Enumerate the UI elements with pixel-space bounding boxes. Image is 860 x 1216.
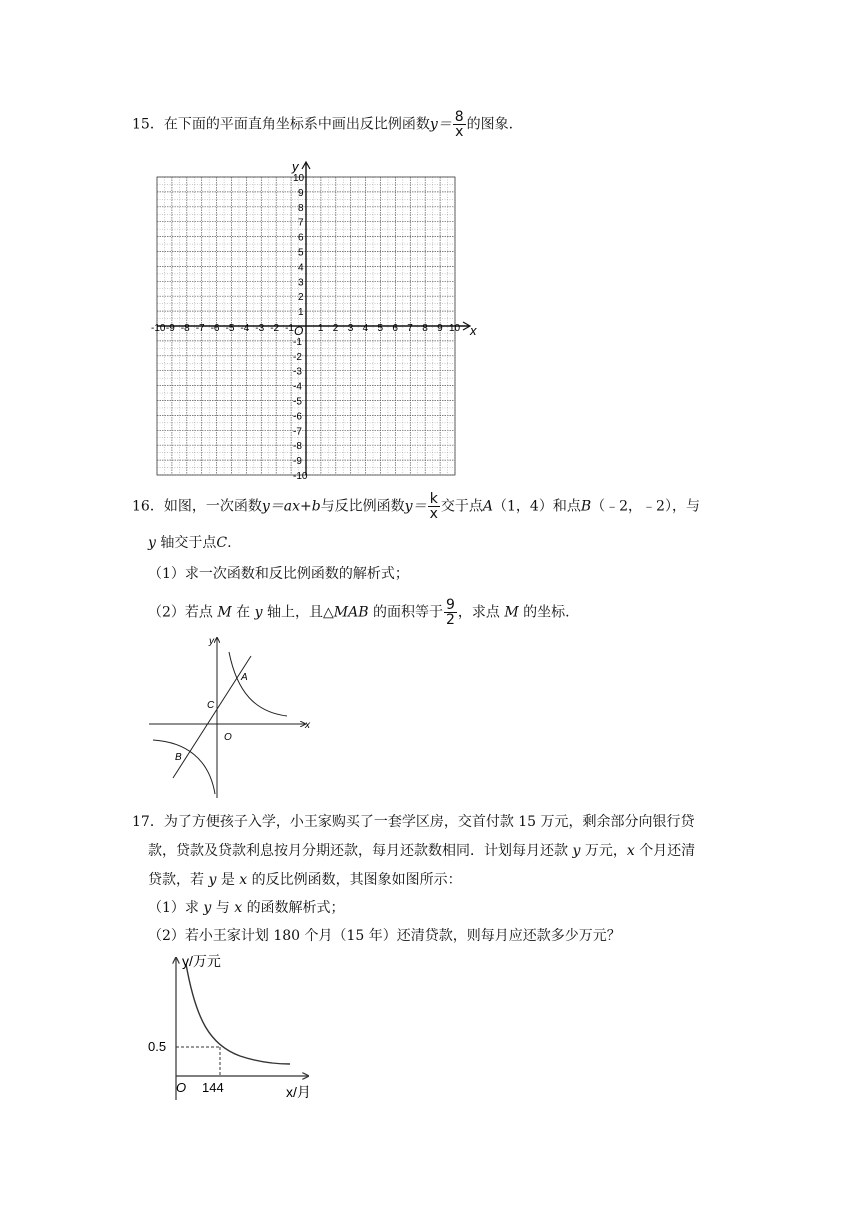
q17-sub1-c: 的函数解析式； <box>246 900 345 916</box>
q16-number: 16． <box>132 498 164 515</box>
grid-y-tick: 6 <box>298 232 304 244</box>
q16-sub2-e: ，求点 <box>457 604 500 621</box>
q16-sub2-frac-den: 2 <box>445 612 455 628</box>
q17-line2-a: 款，贷款及贷款利息按月分期还款，每月还款数相同．计划每月还款 <box>148 843 568 859</box>
q16-frac-den: x <box>429 506 438 522</box>
grid-x-tick: 7 <box>407 323 413 334</box>
q16-sub2-frac-num: 9 <box>445 597 455 613</box>
grid-y-tick: -3 <box>293 366 302 378</box>
grid-origin-label: O <box>294 324 304 338</box>
fig16-label-y: y <box>209 636 214 647</box>
grid-x-tick: 1 <box>317 323 324 334</box>
q17-line3-c: 的反比例函数，其图象如图所示： <box>251 872 462 888</box>
grid-y-tick: 10 <box>293 173 305 184</box>
q17-line2-b: 万元， <box>584 843 627 859</box>
coordinate-grid <box>140 145 485 482</box>
grid-y-tick: 3 <box>298 277 304 289</box>
fig16-label-c: C <box>207 700 215 711</box>
q16-fraction <box>428 492 440 521</box>
grid-x-tick: -7 <box>195 323 205 334</box>
q16-line1 <box>132 492 700 521</box>
grid-x-tick: -6 <box>210 323 220 334</box>
q17-sub2: （2）若小王家计划 180 个月（15 年）还清贷款，则每月应还款多少万元？ <box>148 928 621 944</box>
q17-sub1-x: x <box>234 900 243 916</box>
q17-sub1 <box>148 898 345 918</box>
q17-sub1-b: 与 <box>215 900 230 916</box>
grid-y-tick: 8 <box>298 202 304 214</box>
q15-text <box>132 110 513 139</box>
fig16-hyperbola-q1 <box>229 652 287 716</box>
fig16-label-o: O <box>224 732 232 743</box>
grid-y-tick: 4 <box>298 262 304 274</box>
q15-fraction <box>453 110 466 139</box>
q17-line2-c: 个月还清 <box>639 843 696 859</box>
grid-y-tick: -2 <box>293 351 302 363</box>
grid-y-tick: -1 <box>293 336 302 348</box>
grid-x-tick: -5 <box>225 323 235 334</box>
q16-text-b: 与反比例函数 <box>320 498 405 515</box>
grid-y-tick: 9 <box>298 187 304 199</box>
grid-x-tick: 5 <box>377 323 384 334</box>
grid-y-tick: -6 <box>293 411 302 423</box>
q16-sub2-d: 的面积等于 <box>372 604 443 621</box>
q16-text-c: 交于点 <box>440 498 483 515</box>
grid-labels <box>151 159 477 482</box>
fig16-label-a: A <box>241 672 248 683</box>
q16-line2 <box>148 533 232 553</box>
q17-line3 <box>148 870 462 890</box>
q16-frac-num: k <box>428 492 440 507</box>
fig17-y-value: 0.5 <box>148 1039 167 1054</box>
q15-frac-num: 8 <box>454 109 464 125</box>
q16-line2-text: 轴交于点 <box>160 535 217 551</box>
q16-text-a: 如图，一次函数 <box>163 498 262 515</box>
grid-x-tick: 3 <box>347 323 354 334</box>
q16-fy: y＝ <box>404 498 427 515</box>
grid-x-tick: -4 <box>240 323 250 334</box>
grid-x-tick: -2 <box>270 323 280 334</box>
q16-line2-end: . <box>227 535 232 551</box>
fig17-curve <box>186 964 290 1064</box>
q17-line2-x: x <box>626 843 635 859</box>
grid-x-tick: 6 <box>392 323 398 334</box>
grid-x-tick: -1 <box>285 323 295 334</box>
q16-sub2-a: （2）若点 <box>148 604 213 621</box>
grid-y-label: y <box>292 159 299 174</box>
figure-17 <box>140 950 340 1110</box>
q16-sub2-m2: M <box>504 604 519 621</box>
q17-line3-x: x <box>239 872 248 888</box>
grid-y-tick: -4 <box>293 381 302 393</box>
grid-y-tick: 5 <box>298 247 304 259</box>
q15-suffix: 的图象. <box>466 116 514 133</box>
grid-y-tick: -5 <box>293 396 302 408</box>
q16-point-a: A <box>482 498 494 515</box>
grid-x-tick: 10 <box>449 323 461 334</box>
grid-x-tick: -9 <box>165 323 175 334</box>
q16-sub2-b: 在 <box>236 604 251 621</box>
q17-line3-y: y <box>208 872 217 888</box>
grid-y-tick: -7 <box>293 426 302 438</box>
q17-line1 <box>132 812 695 832</box>
grid-x-tick: 9 <box>437 323 443 334</box>
figure-16 <box>145 632 315 802</box>
q17-sub1-y: y <box>203 900 212 916</box>
q16-sub2-mab: MAB <box>333 604 369 621</box>
grid-y-tick: 2 <box>298 292 304 304</box>
fig16-line <box>173 656 251 778</box>
q15-number: 15． <box>132 116 164 133</box>
q17-sub1-a: （1）求 <box>148 900 199 916</box>
grid-y-tick: 1 <box>298 307 304 319</box>
q16-point-c: C <box>216 535 228 551</box>
q16-sub2-f: 的坐标. <box>523 604 570 621</box>
fig17-x-axis-label: x/月 <box>286 1084 311 1100</box>
q16-sub2-m: M <box>217 604 232 621</box>
grid-x-tick: 4 <box>362 323 369 334</box>
q16-point-b: B <box>580 498 592 515</box>
q15-prefix: 在下面的平面直角坐标系中画出反比例函数 <box>163 116 430 133</box>
q17-line3-b: 是 <box>220 872 235 888</box>
grid-x-tick: 8 <box>422 323 428 334</box>
q17-number: 17． <box>132 814 164 830</box>
q17-line3-a: 贷款，若 <box>148 872 204 888</box>
grid-x-label: x <box>470 323 477 338</box>
grid-y-tick: 7 <box>298 217 304 229</box>
grid-x-tick: -3 <box>255 323 265 334</box>
q15-frac-den: x <box>455 124 464 140</box>
q16-sub2-c: 轴上，且△ <box>267 604 334 621</box>
grid-x-tick: -10 <box>151 323 166 334</box>
grid-x-tick: -8 <box>180 323 190 334</box>
q17-line1-text: 为了方便孩子入学，小王家购买了一套学区房，交首付款 15 万元，剩余部分向银行贷 <box>163 814 695 830</box>
q17-line2-y: y <box>572 843 581 859</box>
fig17-origin-label: O <box>176 1080 187 1095</box>
fig17-x-value: 144 <box>202 1080 224 1095</box>
fig16-label-b: B <box>175 752 182 763</box>
q16-text-d: 和点 <box>552 498 581 515</box>
grid-y-tick: -8 <box>293 441 302 453</box>
q16-sub2-fraction <box>444 598 457 627</box>
q17-line2 <box>148 841 695 861</box>
q16-sub1: （1）求一次函数和反比例函数的解析式； <box>148 566 409 582</box>
grid-axes <box>157 162 470 475</box>
q16-y-var: y <box>148 535 156 551</box>
q16-sub2 <box>148 598 570 627</box>
q16-sub2-y: y <box>254 604 263 621</box>
fig17-y-axis-label: y/万元 <box>182 953 221 969</box>
fig16-label-x: x <box>305 720 310 731</box>
q16-linear-fn: y＝ax+b <box>261 498 321 515</box>
q15-fx: y＝ <box>429 116 452 133</box>
fig16-hyperbola-q3 <box>153 740 215 794</box>
q16-point-a-coords: （1，4） <box>493 498 553 515</box>
q16-point-b-coords: （﹣2，﹣2），与 <box>591 498 700 515</box>
grid-y-tick: -9 <box>293 456 302 468</box>
grid-x-tick: 2 <box>332 323 339 334</box>
grid-y-tick: -10 <box>293 471 308 482</box>
